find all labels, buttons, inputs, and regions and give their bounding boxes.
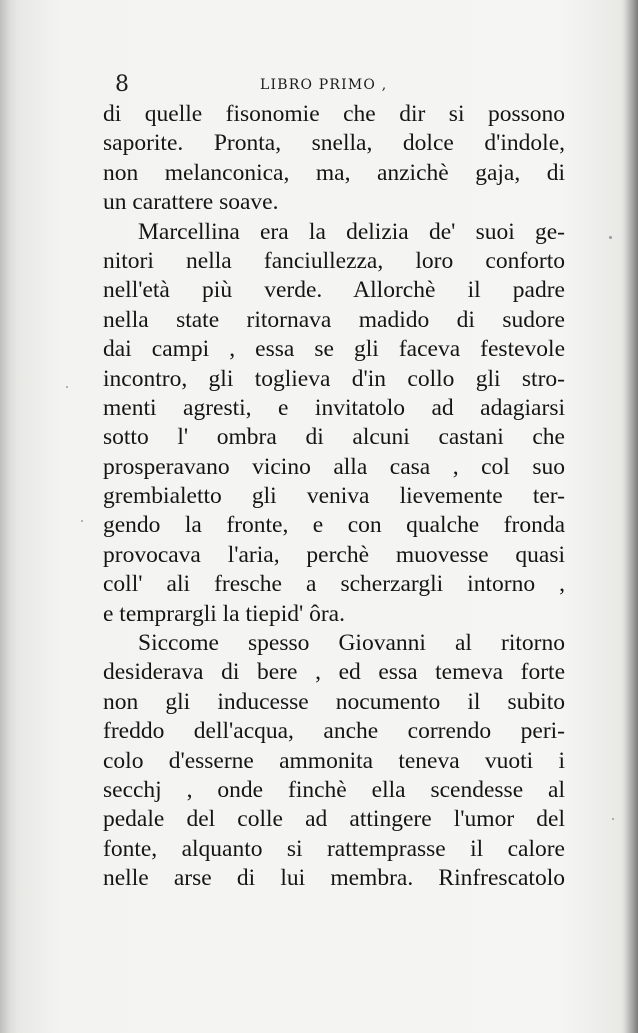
text-line: prosperavano vicino alla casa , col suo [103,453,565,480]
text-line: saporite. Pronta, snella, dolce d'indole, [103,130,565,157]
text-line: dai campi , essa se gli faceva festevole [103,336,565,363]
text-line: incontro, gli toglieva d'in collo gli stro- [103,365,565,392]
text-line: provocava l'aria, perchè muovesse quasi [103,541,565,568]
text-line: un carattere soave. [103,189,279,216]
text-line: non melanconica, ma, anzichè gaja, di [103,159,565,186]
text-line: secchj , onde finchè ella scendesse al [103,776,565,803]
text-line: desiderava di bere , ed essa temeva forte [103,659,565,686]
page-number: 8 [115,72,129,97]
text-line: fonte, alquanto si rattemprasse il calore [103,835,565,862]
running-head: LIBRO PRIMO , [260,77,388,93]
text-line: pedale del colle ad attingere l'umor del [103,806,565,833]
text-line: nell'età più verde. Allorchè il padre [103,277,565,304]
text-line: colo d'esserne ammonita teneva vuoti i [103,747,565,774]
paper-speck [81,520,83,522]
text-line: gendo la fronte, e con qualche fronda [103,512,565,539]
spine-shadow [624,0,638,1033]
text-line: sotto l' ombra di alcuni castani che [103,424,565,451]
page-header [115,72,535,102]
text-line: menti agresti, e invitatolo ad adagiarsi [103,394,565,421]
paper-speck [66,386,68,388]
text-line: e temprargli la tiepid' ôra. [103,600,345,627]
text-line: nelle arse di lui membra. Rinfrescatolo [103,865,565,892]
text-line: non gli inducesse nocumento il subito [103,688,565,715]
text-line: nella state ritornava madido di sudore [103,306,565,333]
paper-speck [609,236,612,239]
text-line: Siccome spesso Giovanni al ritorno [138,630,565,657]
text-line: freddo dell'acqua, anche correndo peri- [103,718,565,745]
paragraph-2 [103,218,565,629]
text-line: coll' ali fresche a scherzargli intorno , [103,571,565,598]
text-line: grembialetto gli veniva lievemente ter- [103,483,565,510]
paragraph-3 [103,629,565,894]
text-line: nitori nella fanciullezza, loro conforto [103,247,565,274]
paragraph-1 [103,100,565,218]
text-line: Marcellina era la delizia de' suoi ge- [138,218,565,245]
page-left-edge [0,0,10,1033]
body-text [103,100,565,894]
paper-speck [612,818,614,820]
text-line: di quelle fisonomie che dir si possono [103,101,565,127]
